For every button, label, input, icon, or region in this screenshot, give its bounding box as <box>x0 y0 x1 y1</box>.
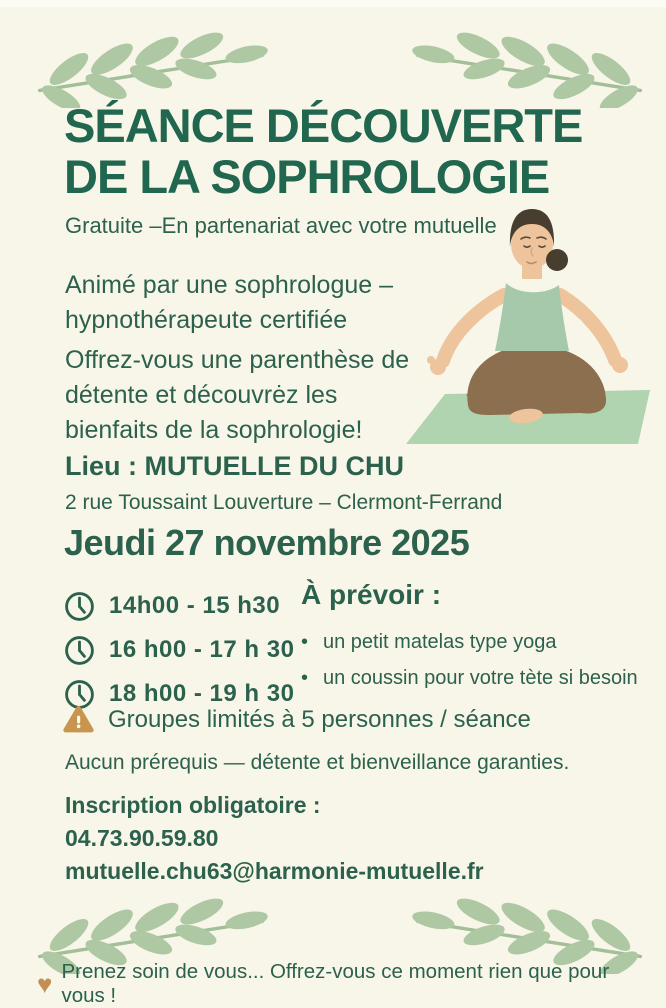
session-time-row <box>64 628 294 672</box>
location-heading: Lieu : MUTUELLE DU CHU <box>65 451 404 481</box>
phone-number: 04.73.90.59.80 <box>65 825 219 851</box>
address: 2 rue Toussaint Louverture – Clermont-Ferrand <box>65 491 503 514</box>
warning-icon <box>62 704 95 735</box>
title-line-1: SÉANCE DÉCOUVERTE <box>64 99 583 152</box>
presenter-text <box>65 268 393 338</box>
clock-icon <box>64 635 95 666</box>
bullet-icon: • <box>301 631 309 653</box>
registration-section <box>65 789 484 888</box>
footer-message: Prenez soin de vous... Offrez-vous ce moment rien que pour vous ! <box>61 960 610 1007</box>
note-text: Aucun prérequis — détente et bienveillance garanties. <box>65 751 570 774</box>
date-heading: Jeudi 27 novembre 2025 <box>64 522 470 563</box>
pitch-line-2: détente et découvrėz les <box>65 381 338 409</box>
session-time: 16 h00 - 17 h 30 <box>109 636 295 663</box>
schedule-list <box>64 584 294 716</box>
leaf-branch-icon <box>30 26 272 108</box>
registration-heading: Inscription obligatoire : <box>65 792 321 818</box>
presenter-line-1: Animé par une sophrologue – <box>65 271 394 299</box>
bring-item <box>301 624 641 660</box>
footer-line <box>37 960 657 1008</box>
pitch-line-1: Offrez-vous une parenthèse de <box>65 346 410 374</box>
bullet-icon: • <box>301 667 309 689</box>
page-title <box>64 100 582 202</box>
meditation-illustration <box>398 197 666 453</box>
leaf-branch-icon <box>408 26 650 108</box>
pitch-line-3: bienfaits de la sophrologie! <box>65 416 363 444</box>
bring-section <box>301 579 641 696</box>
session-time-row <box>64 584 294 628</box>
title-line-2: DE LA SOPHROLOGIE <box>64 150 550 203</box>
presenter-line-2: hypnothérapeute certifiée <box>65 306 348 334</box>
bring-item <box>301 660 641 696</box>
email-address: mutuelle.chu63@harmonie-mutuelle.fr <box>65 858 484 884</box>
bring-item-label: un petit matelas type yoga <box>323 631 557 653</box>
page-top-edge <box>0 0 666 7</box>
bring-item-label: un coussin pour votre tète si besoin <box>323 667 638 689</box>
warning-text: Groupes limités à 5 personnes / séance <box>108 705 531 733</box>
subtitle: Gratuite –En partenariat avec votre mutuelle <box>65 213 497 238</box>
pitch-text <box>65 343 409 448</box>
warning-row <box>62 704 531 735</box>
clock-icon <box>64 591 95 622</box>
heart-icon: ♥ <box>37 969 53 999</box>
top-leaves-decoration <box>0 26 666 108</box>
bring-list <box>301 624 641 696</box>
bring-heading: À prévoir : <box>301 579 442 610</box>
session-time: 18 h00 - 19 h 30 <box>109 680 295 707</box>
session-time: 14h00 - 15 h30 <box>109 592 281 619</box>
